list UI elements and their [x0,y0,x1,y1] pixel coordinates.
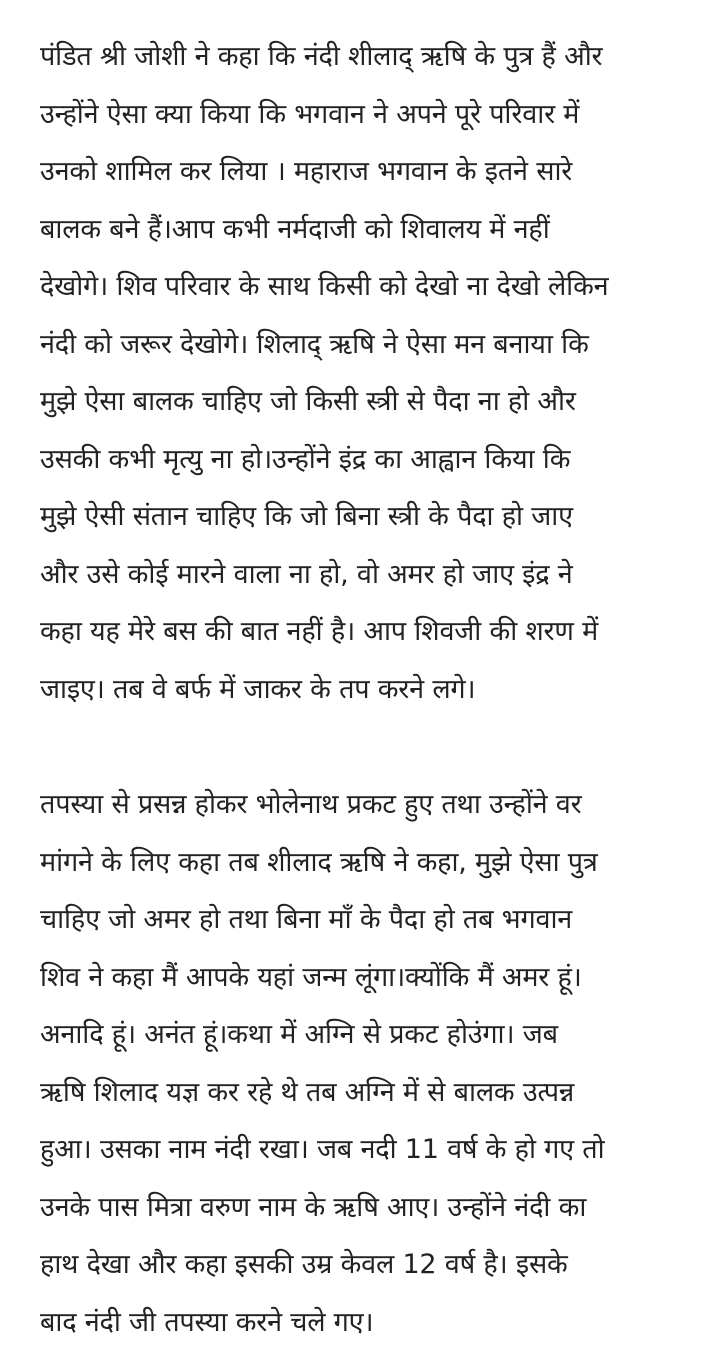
text-line: चाहिए जो अमर हो तथा बिना माँ के पैदा हो तब भगवान [40,904,573,935]
text-line: अनादि हूं। अनंत हूं।कथा में अग्नि से प्रकट होउंगा। जब [40,1019,558,1050]
text-line: जाइए। तब वे बर्फ में जाकर के तप करने लगे। [40,673,476,705]
text-line: और उसे कोई मारने वाला ना हो, वो अमर हो जाए इंद्र ने [40,558,573,590]
text-line: देखोगे। शिव परिवार के साथ किसी को देखो ना देखो लेकिन [40,271,609,302]
text-line: पंडित श्री जोशी ने कहा कि नंदी शीलाद् ऋषि के पुत्र हैं और [40,41,603,72]
text-line: हाथ देखा और कहा इसकी उम्र केवल 12 वर्ष है। इसके [40,1249,568,1280]
text-line: मुझे ऐसा बालक चाहिए जो किसी स्त्री से पैदा ना हो और [40,386,576,417]
text-line: बाद नंदी जी तपस्या करने चले गए। [40,1306,374,1338]
text-line: बालक बने हैं।आप कभी नर्मदाजी को शिवालय में नहीं [40,213,550,245]
text-line: ऋषि शिलाद यज्ञ कर रहे थे तब अग्नि में से बालक उत्पन्न [40,1076,575,1108]
text-line: मुझे ऐसी संतान चाहिए कि जो बिना स्त्री के पैदा हो जाए [40,501,573,532]
text-line: उनके पास मित्रा वरुण नाम के ऋषि आए। उन्होंने नंदी का [40,1191,587,1223]
paragraph-1 [40,28,690,718]
text-line: उसकी कभी मृत्यु ना हो।उन्होंने इंद्र का आह्वान किया कि [40,443,571,475]
text-line: नंदी को जरूर देखोगे। शिलाद् ऋषि ने ऐसा मन बनाया कि [40,328,589,360]
text-line: मांगने के लिए कहा तब शीलाद ऋषि ने कहा, मुझे ऐसा पुत्र [40,846,598,878]
text-line: उनको शामिल कर लिया । महाराज भगवान के इतने सारे [40,156,573,187]
paragraph-2 [40,776,690,1351]
text-line: हुआ। उसका नाम नंदी रखा। जब नदी 11 वर्ष के हो गए तो [40,1134,605,1165]
text-line: उन्होंने ऐसा क्या किया कि भगवान ने अपने पूरे परिवार में [40,98,580,130]
text-line: शिव ने कहा मैं आपके यहां जन्म लूंगा।क्योंकि मैं अमर हूं। [40,961,582,993]
text-line: कहा यह मेरे बस की बात नहीं है। आप शिवजी की शरण में [40,616,599,647]
text-line: तपस्या से प्रसन्न होकर भोलेनाथ प्रकट हुए तथा उन्होंने वर [40,789,582,820]
